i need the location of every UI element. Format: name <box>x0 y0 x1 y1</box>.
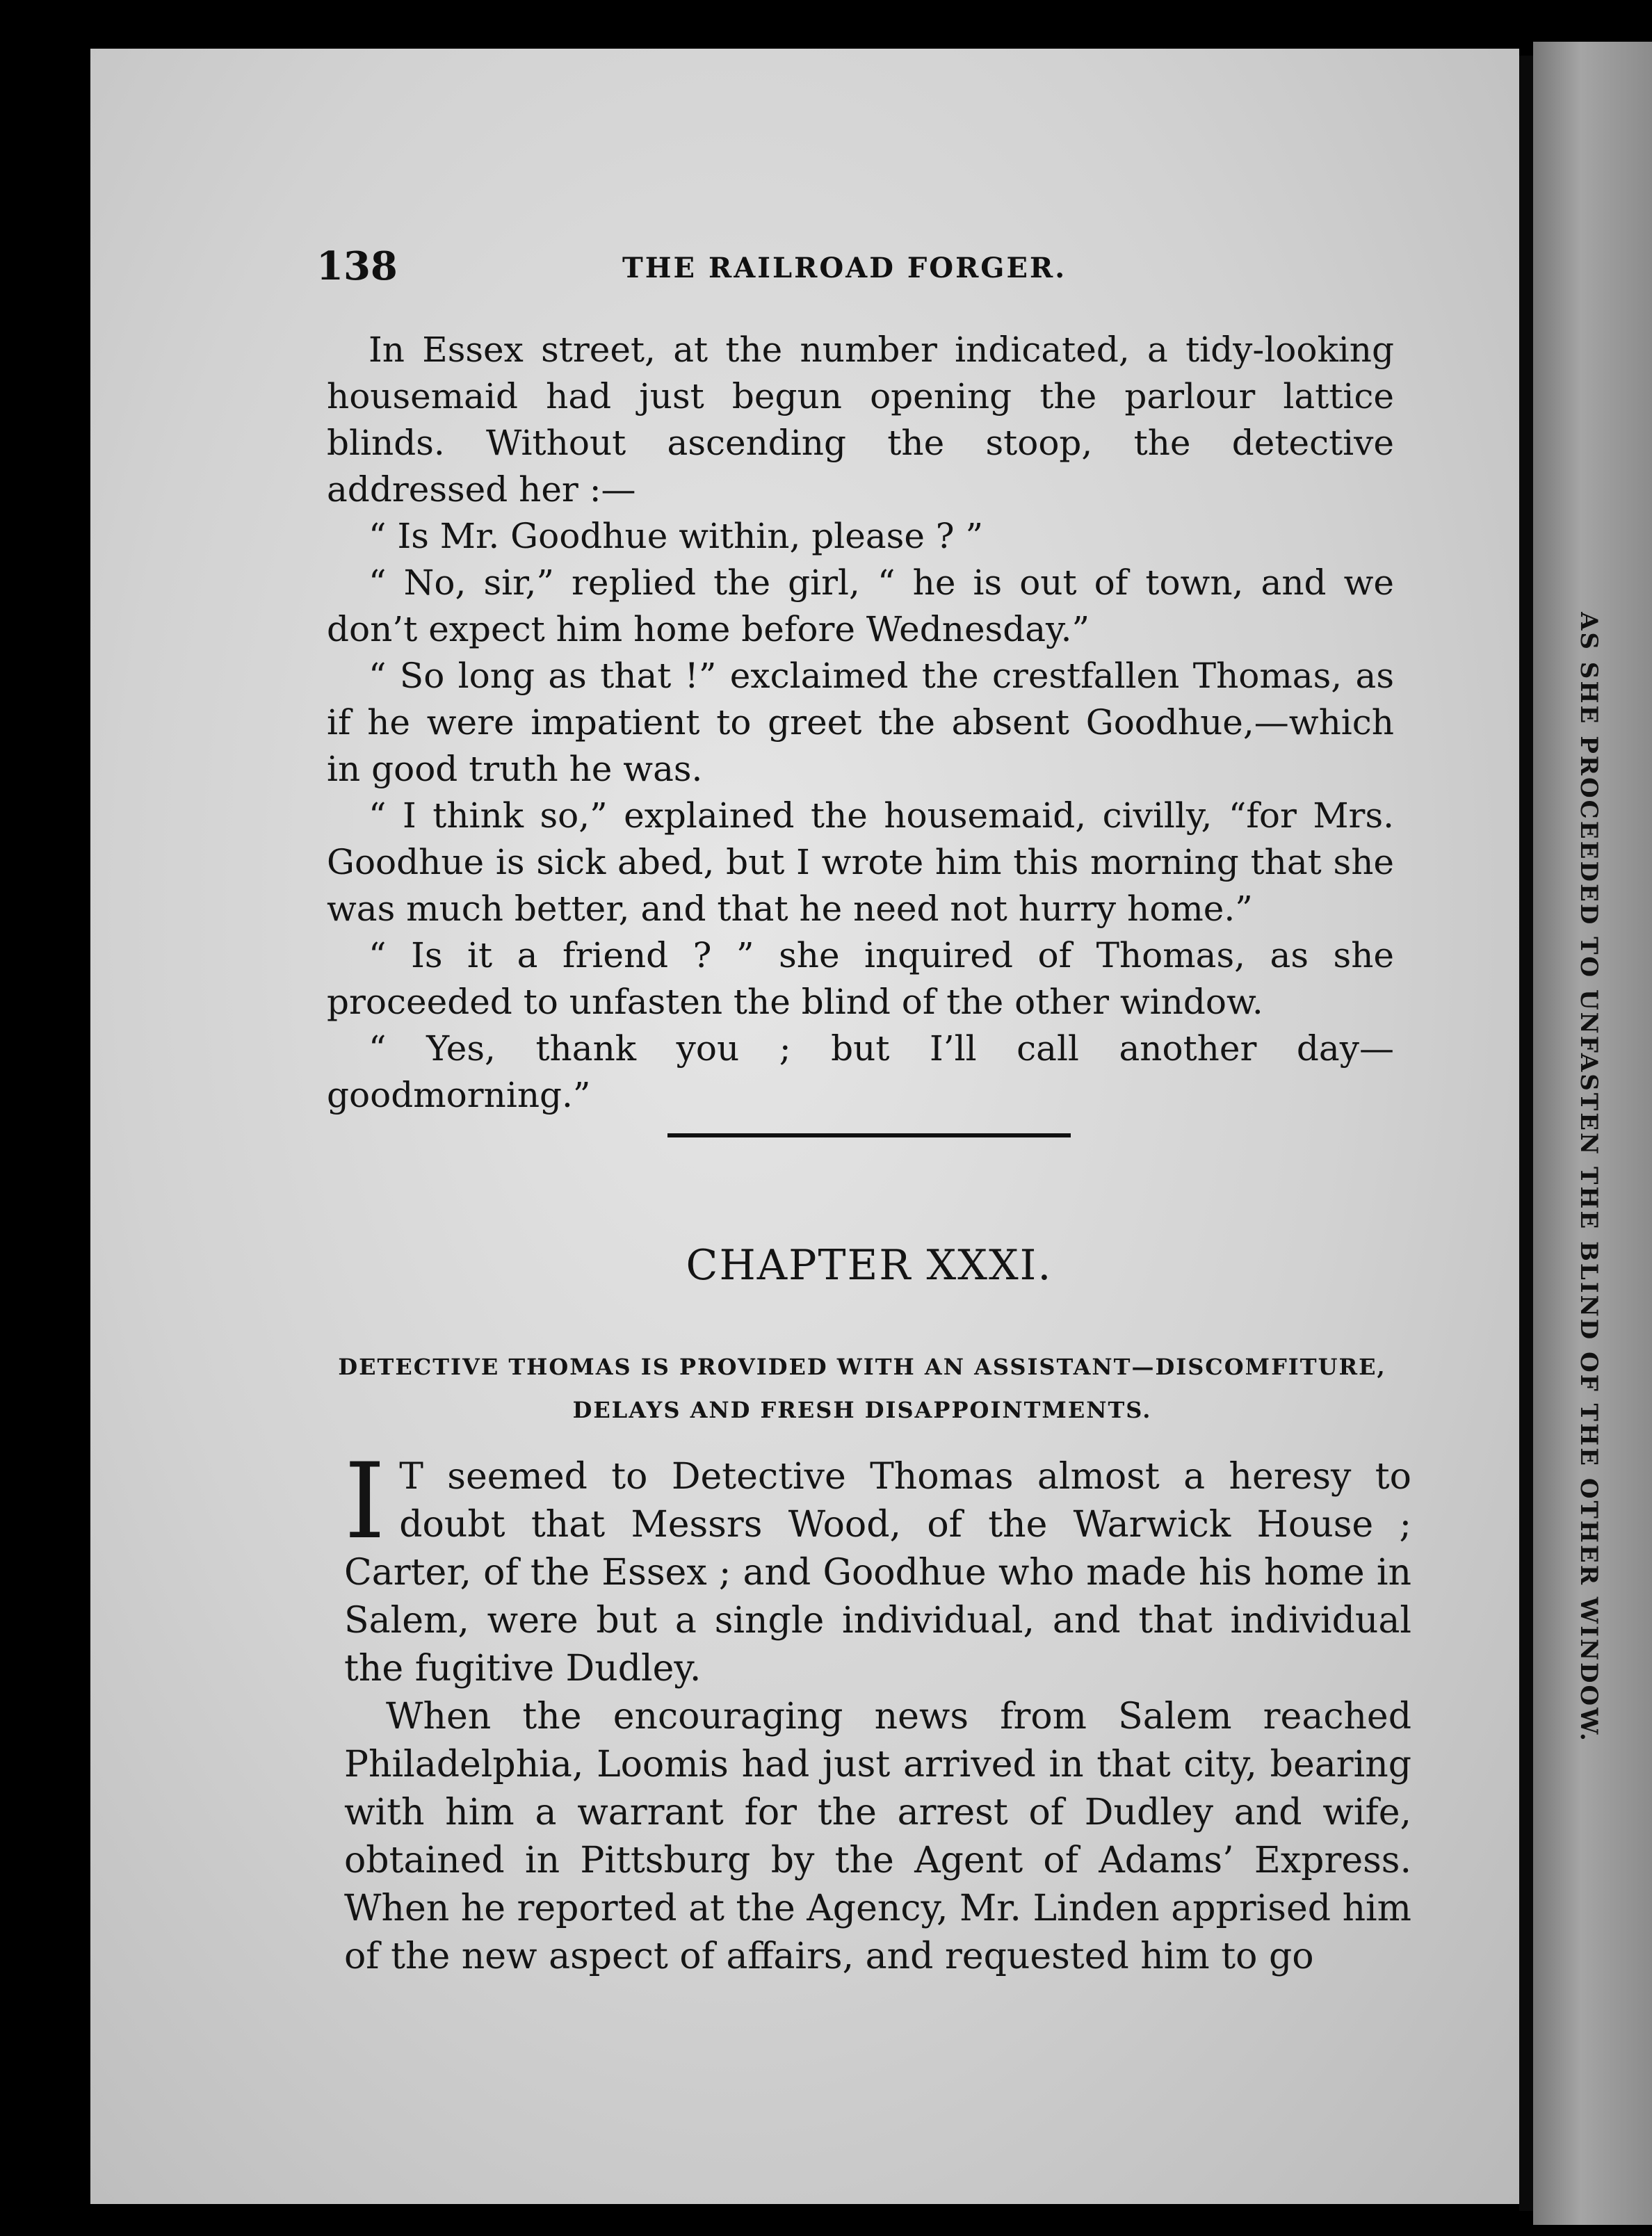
chapter-title: CHAPTER XXXI. <box>686 1241 1053 1290</box>
drop-cap: I <box>344 1441 386 1562</box>
paragraph: “ Is it a friend ? ” she inquired of Thomas, as she proceeded to unfasten the blind of the other window. <box>327 935 1394 1022</box>
running-head: THE RAILROAD FORGER. <box>622 252 1067 284</box>
page-edge <box>1519 56 1533 2211</box>
paragraph: “ I think so,” explained the housemaid, civilly, “for Mrs. Goodhue is sick abed, but I wrote him this morning that she was much better, and that he need not hurry home.” <box>327 795 1394 929</box>
paragraph: In Essex street, at the number indicated, a tidy-looking housemaid had just begun opening the parlour lattice blinds. Without ascending the stoop, the detective addressed her :— <box>327 330 1394 510</box>
side-caption: AS SHE PROCEEDED TO UNFASTEN THE BLIND OF THE OTHER WINDOW. <box>1575 612 1603 1743</box>
opening-paragraph-text: T seemed to Detective Thomas almost a heresy to doubt that Messrs Wood, of the Warwick House ; Carter, of the Essex ; and Goodhue who made his home in Salem, were but a single individual, and that individual the fugitive Dudley. <box>344 1456 1411 1690</box>
page-header <box>316 243 1457 299</box>
paragraph: “ No, sir,” replied the girl, “ he is out of town, and we don’t expect him home before Wednesday.” <box>327 562 1394 649</box>
section-divider-rule <box>667 1133 1071 1137</box>
section-one-text <box>327 327 1394 1119</box>
chapter-subtitle-line: DELAYS AND FRESH DISAPPOINTMENTS. <box>572 1397 1152 1423</box>
chapter-subtitle <box>327 1345 1398 1432</box>
chapter-subtitle-line: DETECTIVE THOMAS IS PROVIDED WITH AN ASSISTANT—DISCOMFITURE, <box>338 1354 1386 1380</box>
paragraph: “ So long as that !” exclaimed the crestfallen Thomas, as if he were impatient to greet the absent Goodhue,—which in good truth he was. <box>327 656 1394 789</box>
paragraph: When the encouraging news from Salem reached Philadelphia, Loomis had just arrived in that city, bearing with him a warrant for the arrest of Dudley and wife, obtained in Pittsburg by the Agent of Adams’ Express. When he reported at the Agency, Mr. Linden apprised him of the new aspect of affairs, and requested him to go <box>344 1696 1411 1977</box>
section-two-text <box>344 1441 1411 1981</box>
page-number: 138 <box>316 243 398 289</box>
paragraph: “ Yes, thank you ; but I’ll call another day—goodmorning.” <box>327 1028 1394 1115</box>
paragraph: “ Is Mr. Goodhue within, please ? ” <box>369 516 984 556</box>
opening-paragraph <box>344 1441 1411 1693</box>
